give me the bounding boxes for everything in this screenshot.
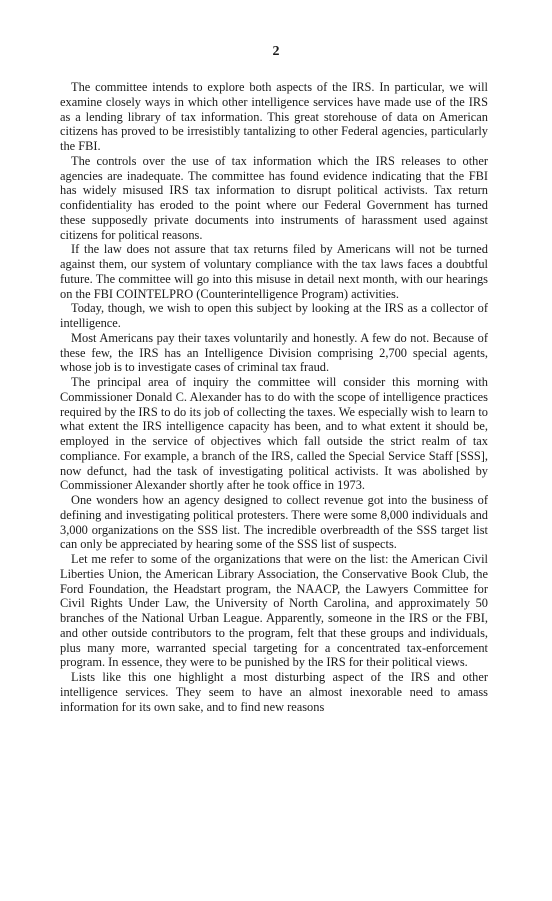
paragraph-6: The principal area of inquiry the committee will consider this morning with Commissioner Donald C. Alexander has to do with the scope of intelligence practices required by the IRS to do its job of collecting the taxes. We especially wish to learn to what extent the IRS intelligence capacity has been, and to what extent it should be, employed in the service of objectives which fall outside the strict realm of tax compliance. For example, a branch of the IRS, called the Special Service Staff [SSS], now defunct, had the task of investigating political activists. It was abolished by Commissioner Alexander shortly after he took office in 1973. bbox=[60, 375, 488, 493]
paragraph-1: The committee intends to explore both aspects of the IRS. In particular, we will examine closely ways in which other intelligence services have made use of the IRS as a lending library of tax information. This great storehouse of data on American citizens has proved to be irresistibly tantalizing to other Federal agencies, particularly the FBI. bbox=[60, 80, 488, 153]
paragraph-4: Today, though, we wish to open this subject by looking at the IRS as a collector of intelligence. bbox=[60, 301, 488, 330]
paragraph-2: The controls over the use of tax information which the IRS releases to other agencies are inadequate. The committee has found evidence indicating that the FBI has widely misused IRS tax information to disrupt political activists. Tax return confidentiality has eroded to the point where our Federal Government has turned these supposedly private documents into instruments of harassment used against citizens for political reasons. bbox=[60, 153, 488, 242]
body-text bbox=[60, 80, 488, 714]
paragraph-9: Lists like this one highlight a most disturbing aspect of the IRS and other intelligence services. They seem to have an almost inexorable need to amass information for its own sake, and to find new reasons bbox=[60, 670, 488, 714]
paragraph-8: Let me refer to some of the organizations that were on the list: the American Civil Liberties Union, the American Library Association, the Conservative Book Club, the Ford Foundation, the Headstart program, the NAACP, the Lawyers Committee for Civil Rights Under Law, the University of North Carolina, and approximately 50 branches of the National Urban League. Apparently, someone in the IRS or the FBI, and other outside contributors to the program, felt that these groups and individuals, plus many more, warranted special targeting for a concentrated tax-enforcement program. In essence, they were to be punished by the IRS for their political views. bbox=[60, 552, 488, 670]
paragraph-7: One wonders how an agency designed to collect revenue got into the business of defining and investigating political protesters. There were some 8,000 individuals and 3,000 organizations on the SSS list. The incredible overbreadth of the SSS target list can only be appreciated by hearing some of the SSS list of suspects. bbox=[60, 493, 488, 552]
paragraph-3: If the law does not assure that tax returns filed by Americans will not be turned against them, our system of voluntary compliance with the tax laws faces a doubtful future. The committee will go into this misuse in detail next month, with our hearings on the FBI COINTELPRO (Counterintelligence Program) activities. bbox=[60, 242, 488, 301]
page-number: 2 bbox=[272, 44, 280, 59]
paragraph-5: Most Americans pay their taxes voluntarily and honestly. A few do not. Because of these few, the IRS has an Intelligence Division comprising 2,700 special agents, whose job is to investigate cases of criminal tax fraud. bbox=[60, 330, 488, 375]
